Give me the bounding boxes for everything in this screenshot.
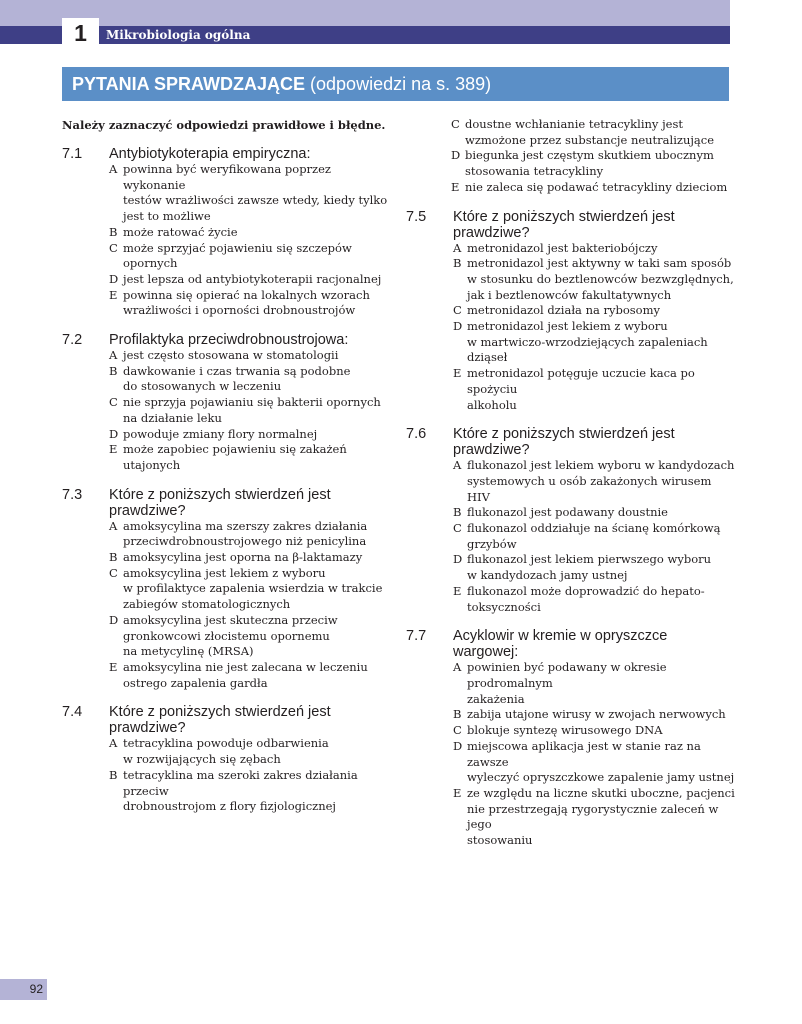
- option-letter: D: [453, 552, 463, 567]
- option-text: [467, 256, 736, 303]
- answer-option: [62, 736, 397, 767]
- option-line: metronidazol działa na rybosomy: [467, 303, 660, 318]
- answer-option: [406, 786, 736, 849]
- question-heading: [62, 487, 397, 519]
- option-line: jest lepsza od antybiotykoterapii racjonalnej: [123, 271, 382, 286]
- option-line: na metycylinę (MRSA): [123, 644, 254, 659]
- option-letter: C: [109, 565, 118, 580]
- answer-option: [406, 723, 736, 739]
- banner-title: PYTANIA SPRAWDZAJĄCE: [72, 74, 306, 94]
- question-text: [109, 704, 397, 736]
- option-line: może ratować życie: [123, 224, 238, 239]
- option-line: stosowaniu: [467, 833, 533, 848]
- question-heading: [62, 704, 397, 736]
- option-line: flukonazol oddziałuje na ścianę komórkową: [467, 521, 721, 536]
- option-text: [123, 288, 397, 319]
- answer-option: [406, 458, 736, 505]
- question-7-3: [62, 487, 397, 692]
- answer-option: [62, 660, 397, 691]
- option-line: biegunka jest częstym skutkiem ubocznym: [465, 148, 714, 163]
- option-text: [467, 660, 736, 707]
- option-text: [123, 613, 397, 660]
- option-text: [123, 566, 397, 613]
- option-letter: B: [453, 707, 462, 722]
- question-7-7: [406, 628, 736, 848]
- option-letter: C: [453, 303, 462, 318]
- option-text: [123, 736, 397, 767]
- answer-option: [406, 303, 736, 319]
- option-letter: B: [453, 256, 462, 271]
- option-line: metronidazol jest bakteriobójczy: [467, 240, 658, 255]
- option-text: [465, 117, 736, 148]
- chapter-title: Mikrobiologia ogólna: [106, 28, 251, 42]
- question-text-line: Które z poniższych stwierdzeń jest: [453, 208, 675, 225]
- question-7-5: [406, 209, 736, 414]
- option-text: [467, 458, 736, 505]
- option-text: [467, 584, 736, 615]
- option-line: flukonazol może doprowadzić do hepato-: [467, 583, 705, 598]
- question-text-line: wargowej:: [453, 644, 519, 661]
- option-line: utajonych: [123, 457, 181, 472]
- option-letter: A: [109, 162, 118, 176]
- option-line: testów wrażliwości zawsze wtedy, kiedy tylko: [123, 193, 388, 208]
- option-line: nie zaleca się podawać tetracykliny dzieciom: [465, 179, 728, 194]
- question-number: 7.3: [62, 486, 83, 503]
- option-letter: D: [109, 426, 119, 441]
- right-column: [406, 117, 736, 862]
- option-letter: D: [453, 738, 463, 753]
- option-text: [123, 519, 397, 550]
- option-text: [467, 241, 736, 257]
- option-letter: E: [453, 583, 462, 598]
- option-line: nie przestrzegają rygorystycznie zaleceń w jego: [467, 801, 719, 832]
- question-heading: [62, 332, 397, 348]
- option-line: flukonazol jest lekiem wyboru w kandydozach: [467, 458, 735, 473]
- option-line: drobnoustrojom z flory fizjologicznej: [123, 799, 336, 814]
- answer-option: [62, 427, 397, 443]
- option-text: [123, 768, 397, 815]
- question-number: 7.2: [62, 332, 83, 349]
- question-text-line: Acyklowir w kremie w opryszczce: [453, 628, 668, 645]
- answer-option: [406, 180, 736, 196]
- answer-option: [406, 505, 736, 521]
- option-text: [123, 660, 397, 691]
- option-text: [123, 395, 397, 426]
- option-letter: B: [109, 767, 118, 782]
- option-text: [123, 442, 397, 473]
- answer-option: [406, 552, 736, 583]
- answer-option: [62, 519, 397, 550]
- option-line: może sprzyjać pojawieniu się szczepów opornych: [123, 240, 352, 271]
- answer-option: [62, 241, 397, 272]
- option-letter: E: [109, 442, 118, 457]
- option-line: tetracyklina powoduje odbarwienia: [123, 736, 329, 751]
- option-line: w rozwijających się zębach: [123, 752, 281, 767]
- banner-subtitle: (odpowiedzi na s. 389): [310, 74, 492, 94]
- answer-option: [62, 550, 397, 566]
- option-line: miejscowa aplikacja jest w stanie raz na zawsze: [467, 738, 701, 769]
- option-line: ze względu na liczne skutki uboczne, pacjenci: [467, 785, 735, 800]
- option-line: jest często stosowana w stomatologii: [123, 348, 339, 363]
- section-banner: [62, 67, 729, 101]
- option-letter: A: [453, 458, 462, 473]
- option-letter: D: [109, 612, 119, 627]
- option-letter: D: [453, 319, 463, 334]
- question-text-line: prawdziwe?: [453, 442, 530, 459]
- option-line: amoksycylina jest oporna na β-laktamazy: [123, 550, 363, 565]
- option-letter: E: [109, 659, 118, 674]
- option-line: jest to możliwe: [123, 209, 211, 224]
- option-line: powinna być weryfikowana poprzez wykonanie: [123, 162, 331, 192]
- answer-option: [62, 272, 397, 288]
- option-line: wzmożone przez substancje neutralizujące: [465, 132, 715, 147]
- page-number: 92: [0, 979, 47, 1000]
- option-line: grzybów: [467, 536, 517, 551]
- answer-option: [406, 521, 736, 552]
- option-line: amoksycylina nie jest zalecana w leczeniu: [123, 659, 368, 674]
- option-line: amoksycylina ma szerszy zakres działania: [123, 518, 368, 533]
- option-text: [123, 427, 397, 443]
- option-text: [123, 272, 397, 288]
- question-7-4: [62, 704, 397, 815]
- option-line: powinien być podawany w okresie prodromalnym: [467, 660, 667, 690]
- option-letter: C: [453, 723, 462, 738]
- option-line: wyleczyć opryszczkowe zapalenie jamy ustnej: [467, 770, 735, 785]
- option-line: wrażliwości i oporności drobnoustrojów: [123, 303, 356, 318]
- option-letter: A: [109, 518, 118, 533]
- option-text: [467, 786, 736, 849]
- question-number: 7.1: [62, 146, 83, 162]
- option-text: [467, 707, 736, 723]
- question-text: [453, 628, 736, 660]
- option-line: flukonazol jest podawany doustnie: [467, 505, 668, 520]
- answer-option: [62, 288, 397, 319]
- option-line: w kandydozach jamy ustnej: [467, 568, 628, 583]
- option-text: [467, 303, 736, 319]
- option-letter: E: [453, 785, 462, 800]
- option-letter: A: [109, 736, 118, 751]
- option-line: tetracyklina ma szeroki zakres działania przeciw: [123, 767, 358, 798]
- option-letter: A: [453, 240, 462, 255]
- answer-option: [406, 319, 736, 366]
- option-text: [467, 521, 736, 552]
- question-7-2: [62, 332, 397, 474]
- option-line: nie sprzyja pojawianiu się bakterii opornych: [123, 395, 381, 410]
- option-line: do stosowanych w leczeniu: [123, 379, 282, 394]
- option-line: flukonazol jest lekiem pierwszego wyboru: [467, 552, 712, 567]
- option-text: [465, 148, 736, 179]
- answer-option: [406, 117, 736, 148]
- question-text: Antybiotykoterapia empiryczna:: [109, 146, 311, 162]
- option-text: [123, 162, 397, 225]
- answer-option: [406, 739, 736, 786]
- option-text: [467, 552, 736, 583]
- question-text: [453, 426, 736, 458]
- option-line: w profilaktyce zapalenia wsierdzia w trakcie: [123, 581, 383, 596]
- option-line: metronidazol jest lekiem z wyboru: [467, 319, 668, 334]
- option-line: zabiegów stomatologicznych: [123, 597, 291, 612]
- question-number: 7.4: [62, 704, 83, 721]
- answer-option: [406, 707, 736, 723]
- answer-option: [406, 660, 736, 707]
- option-line: dawkowanie i czas trwania są podobne: [123, 363, 351, 378]
- chapter-number: 1: [74, 20, 87, 46]
- question-text: [453, 209, 736, 241]
- option-line: przeciwdrobnoustrojowego niż penicylina: [123, 534, 367, 549]
- question-text-line: prawdziwe?: [453, 224, 530, 241]
- option-line: metronidazol jest aktywny w taki sam sposób: [467, 256, 732, 271]
- header-light-band: [0, 0, 730, 26]
- question-7-1: [62, 146, 397, 319]
- option-line: powinna się opierać na lokalnych wzorach: [123, 287, 370, 302]
- question-heading: [62, 146, 397, 162]
- option-line: toksyczności: [467, 599, 541, 614]
- option-letter: C: [109, 395, 118, 410]
- option-text: [467, 723, 736, 739]
- question-text-line: Które z poniższych stwierdzeń jest: [109, 704, 331, 721]
- option-line: blokuje syntezę wirusowego DNA: [467, 723, 663, 738]
- answer-option: [62, 364, 397, 395]
- question-7-4-continued: [406, 117, 736, 196]
- option-line: alkoholu: [467, 397, 517, 412]
- answer-option: [406, 256, 736, 303]
- option-text: [467, 366, 736, 413]
- option-line: zakażenia: [467, 691, 525, 706]
- question-heading: [406, 628, 736, 660]
- option-letter: B: [109, 363, 118, 378]
- option-line: zabija utajone wirusy w zwojach nerwowych: [467, 707, 726, 722]
- option-line: amoksycylina jest skuteczna przeciw: [123, 612, 338, 627]
- option-line: amoksycylina jest lekiem z wyboru: [123, 565, 326, 580]
- option-line: w martwiczo-wrzodziejących zapaleniach dziąseł: [467, 334, 708, 365]
- option-text: [465, 180, 736, 196]
- answer-option: [62, 348, 397, 364]
- question-text-line: prawdziwe?: [109, 720, 186, 737]
- question-heading: [406, 209, 736, 241]
- option-text: [467, 505, 736, 521]
- option-line: ostrego zapalenia gardła: [123, 675, 268, 690]
- option-letter: D: [451, 148, 461, 163]
- option-line: metronidazol potęguje uczucie kaca po spożyciu: [467, 366, 695, 396]
- question-text-line: Które z poniższych stwierdzeń jest: [109, 486, 331, 503]
- option-line: powoduje zmiany flory normalnej: [123, 426, 318, 441]
- option-letter: E: [451, 179, 460, 194]
- option-line: może zapobiec pojawieniu się zakażeń: [123, 442, 347, 457]
- option-letter: E: [453, 366, 462, 381]
- option-text: [123, 550, 397, 566]
- question-number: 7.6: [406, 426, 427, 443]
- option-letter: A: [109, 348, 118, 363]
- answer-option: [62, 566, 397, 613]
- question-text: Profilaktyka przeciwdrobnoustrojowa:: [109, 332, 349, 349]
- question-number: 7.7: [406, 628, 427, 645]
- option-letter: C: [451, 117, 460, 131]
- option-letter: A: [453, 660, 462, 675]
- option-letter: E: [109, 287, 118, 302]
- answer-option: [62, 613, 397, 660]
- option-text: [123, 348, 397, 364]
- answer-option: [62, 768, 397, 815]
- answer-option: [406, 366, 736, 413]
- option-text: [467, 319, 736, 366]
- option-text: [467, 739, 736, 786]
- answer-option: [62, 225, 397, 241]
- option-line: gronkowcowi złocistemu opornemu: [123, 628, 330, 643]
- option-letter: B: [453, 505, 462, 520]
- option-line: na działanie leku: [123, 410, 222, 425]
- answer-option: [406, 241, 736, 257]
- answer-option: [62, 395, 397, 426]
- option-text: [123, 364, 397, 395]
- question-text: [109, 487, 397, 519]
- option-letter: C: [109, 240, 118, 255]
- left-column: [62, 117, 397, 828]
- option-line: stosowania tetracykliny: [465, 164, 604, 179]
- question-number: 7.5: [406, 208, 427, 225]
- option-letter: C: [453, 521, 462, 536]
- question-7-6: [406, 426, 736, 615]
- question-heading: [406, 426, 736, 458]
- answer-option: [62, 162, 397, 225]
- option-line: w stosunku do beztlenowców bezwzględnych,: [467, 271, 734, 286]
- option-line: doustne wchłanianie tetracykliny jest: [465, 117, 683, 131]
- answer-option: [62, 442, 397, 473]
- answer-option: [406, 148, 736, 179]
- option-letter: B: [109, 550, 118, 565]
- question-text-line: Które z poniższych stwierdzeń jest: [453, 426, 675, 443]
- option-letter: B: [109, 224, 118, 239]
- option-letter: D: [109, 271, 119, 286]
- question-text-line: prawdziwe?: [109, 502, 186, 519]
- option-line: systemowych u osób zakażonych wirusem HIV: [467, 473, 712, 504]
- instructions: Należy zaznaczyć odpowiedzi prawidłowe i błędne.: [62, 118, 386, 132]
- answer-option: [406, 584, 736, 615]
- option-line: jak i beztlenowców fakultatywnych: [467, 287, 672, 302]
- option-text: [123, 241, 397, 272]
- option-text: [123, 225, 397, 241]
